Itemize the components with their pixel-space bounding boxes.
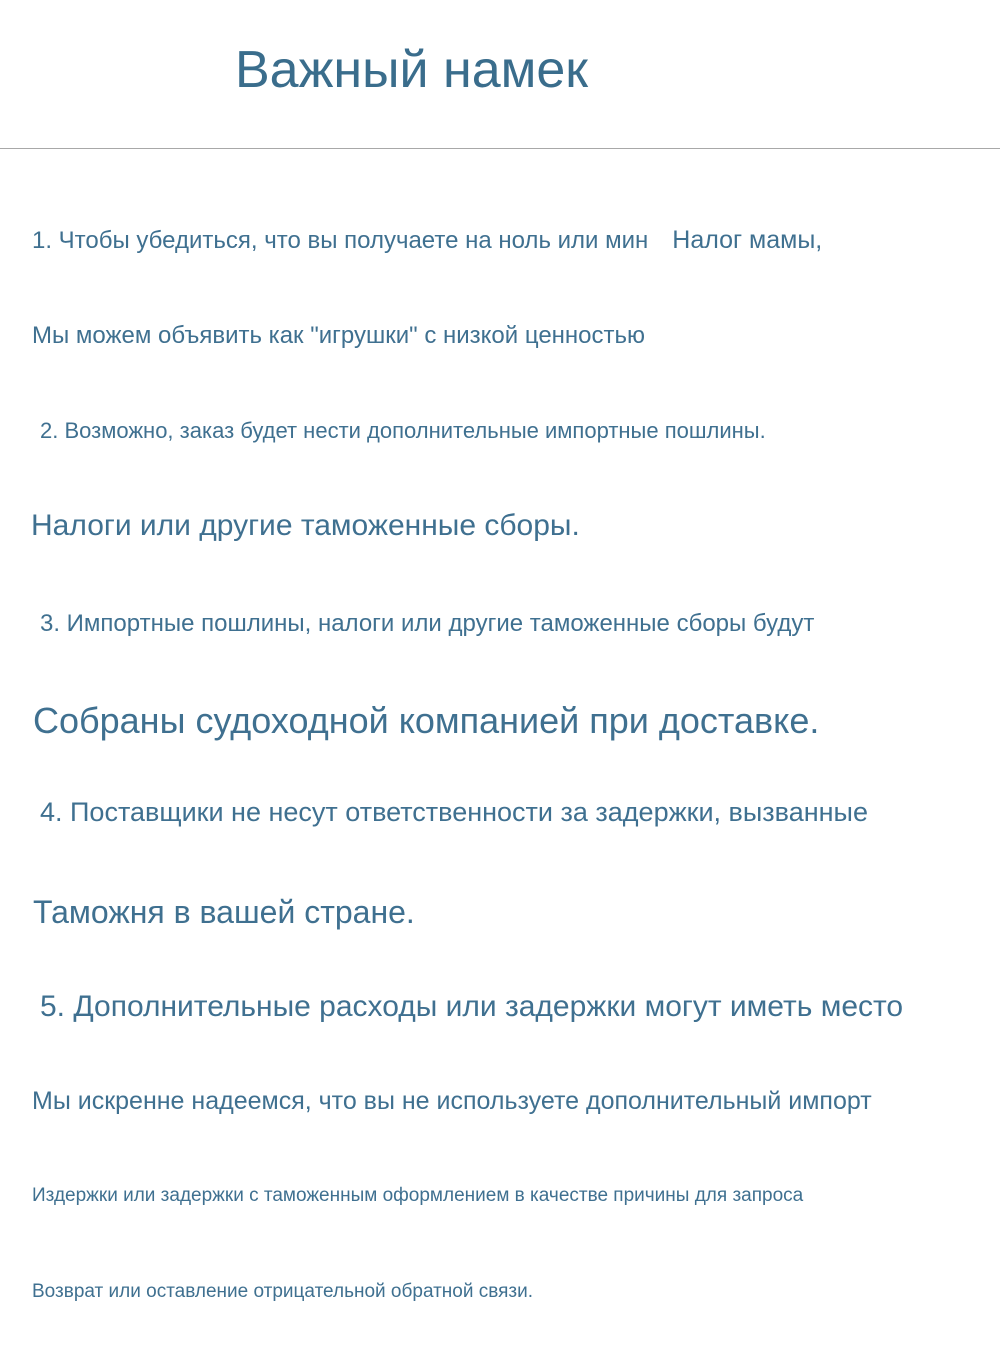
notice-line-10: Мы искренне надеемся, что вы не используете дополнительный импорт — [32, 1087, 872, 1115]
notice-line-2: Мы можем объявить как "игрушки" с низкой ценностью — [32, 322, 646, 349]
notice-line-4: Налоги или другие таможенные сборы. — [31, 509, 580, 542]
page-title: Важный намек — [235, 41, 589, 99]
notice-line-1 — [32, 226, 822, 255]
notice-line-3: 2. Возможно, заказ будет нести дополнительные импортные пошлины. — [40, 418, 766, 443]
notice-line-11: Издержки или задержки с таможенным оформлением в качестве причины для запроса — [32, 1185, 804, 1206]
notice-line-1-part-1: 1. Чтобы убедиться, что вы получаете на ноль или мин — [32, 227, 649, 254]
notice-line-8: Таможня в вашей стране. — [33, 894, 415, 930]
notice-line-1-part-2: Налог мамы, — [672, 226, 823, 254]
notice-line-7: 4. Поставщики не несут ответственности за задержки, вызванные — [40, 797, 868, 827]
notice-line-5: 3. Импортные пошлины, налоги или другие таможенные сборы будут — [40, 610, 815, 637]
notice-line-6: Собраны судоходной компанией при доставке. — [33, 700, 820, 741]
notice-line-9: 5. Дополнительные расходы или задержки могут иметь место — [40, 990, 904, 1023]
notice-line-12: Возврат или оставление отрицательной обратной связи. — [32, 1281, 534, 1302]
title-divider — [0, 148, 1000, 149]
